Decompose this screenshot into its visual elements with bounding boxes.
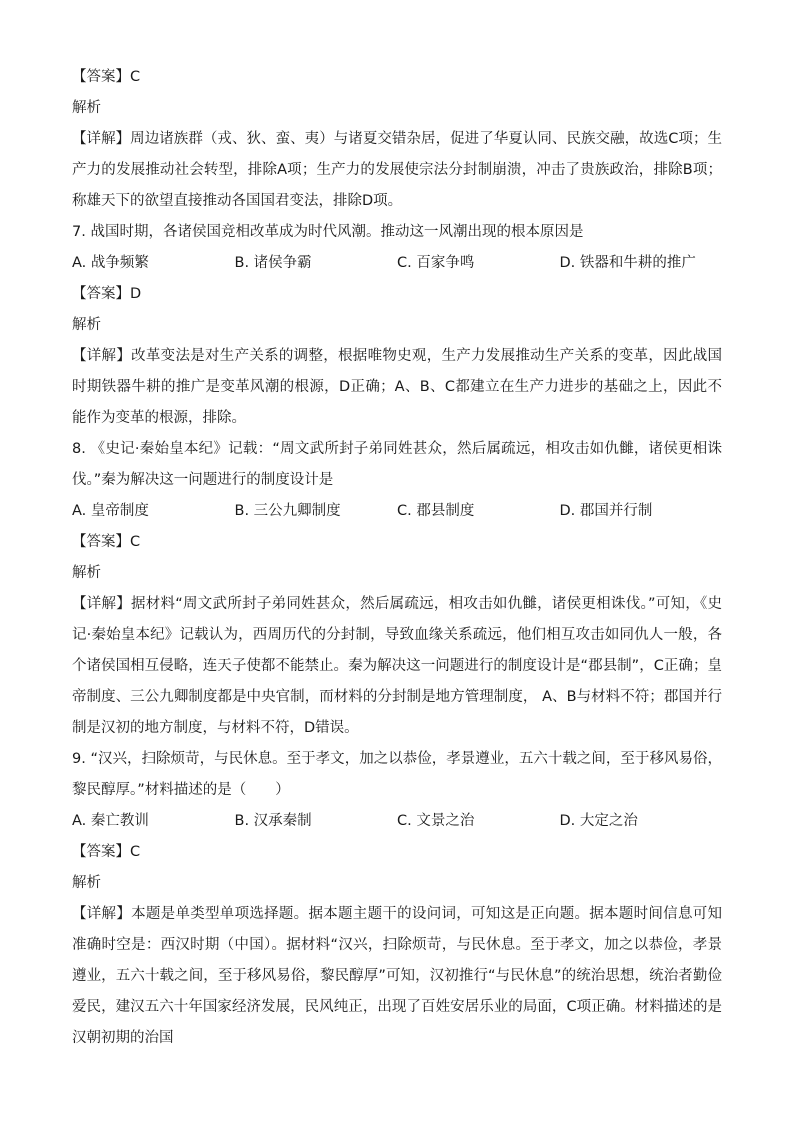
option-a: A. 皇帝制度 [72, 503, 149, 519]
option-a: A. 秦亡教训 [72, 813, 149, 829]
option-b: B. 汉承秦制 [234, 813, 312, 829]
answer-label: 【答案】C [72, 69, 141, 85]
explanation-paragraph: 【详解】本题是单类型单项选择题。据本题主题干的设问词，可知这是正向题。据本题时间信息可知准确时空是：西汉时期（中国）。据材料“汉兴，扫除烦苛，与民休息。至于孝文，加之以恭俭，孝景遵业，五六十载之间，至于移风易俗，黎民醇厚”可知，汉初推行“与民休息”的统治思想，统治者勤俭爱民，建汉五六十年国家经济发展，民风纯正，出现了百姓安居乐业的局面，C项正确。材料描述的是汉朝初期的治国 [72, 906, 722, 1046]
option-d: D. 郡国并行制 [559, 503, 653, 519]
option-c: C. 百家争鸣 [397, 255, 475, 271]
analysis-heading: 解析 [72, 317, 101, 333]
question-9-options [72, 806, 722, 837]
explanation-paragraph: 【详解】改革变法是对生产关系的调整，根据唯物史观，生产力发展推动生产关系的变革，因此战国时期铁器牛耕的推广是变革风潮的根源，D正确；A、B、C都建立在生产力进步的基础之上，因此不能作为变革的根源，排除。 [72, 348, 722, 426]
option-c: C. 郡县制度 [397, 503, 475, 519]
option-b: B. 诸侯争霸 [234, 255, 312, 271]
explanation-paragraph: 【详解】据材料“周文武所封子弟同姓甚众，然后属疏远，相攻击如仇雠，诸侯更相诛伐。”可知，《史记·秦始皇本纪》记载认为，西周历代的分封制，导致血缘关系疏远，他们相互攻击如同仇人一般，各个诸侯国相互侵略，连天子使都不能禁止。秦为解决这一问题进行的制度设计是“郡县制”，C正确；皇帝制度、三公九卿制度都是中央官制，而材料的分封制是地方管理制度， A、B与材料不符；郡国并行制是汉初的地方制度，与材料不符，D错误。 [72, 596, 722, 736]
question-9-stem: 9. “汉兴，扫除烦苛，与民休息。至于孝文，加之以恭俭，孝景遵业，五六十载之间，至于移风易俗，黎民醇厚。”材料描述的是（ ） [72, 751, 722, 798]
analysis-heading: 解析 [72, 565, 101, 581]
answer-label: 【答案】D [72, 286, 142, 302]
question-8-options [72, 496, 722, 527]
explanation-paragraph: 【详解】周边诸族群（戎、狄、蛮、夷）与诸夏交错杂居，促进了华夏认同、民族交融，故选C项；生产力的发展推动社会转型，排除A项；生产力的发展使宗法分封制崩溃，冲击了贵族政治，排除B项；称雄天下的欲望直接推动各国国君变法，排除D项。 [72, 131, 722, 209]
question-7-options [72, 248, 722, 279]
answer-label: 【答案】C [72, 844, 141, 860]
option-a: A. 战争频繁 [72, 255, 149, 271]
answer-label: 【答案】C [72, 534, 141, 550]
document-content [72, 62, 722, 1054]
analysis-heading: 解析 [72, 875, 101, 891]
option-d: D. 大定之治 [559, 813, 638, 829]
option-b: B. 三公九卿制度 [234, 503, 341, 519]
question-8-stem: 8. 《史记·秦始皇本纪》记载：“周文武所封子弟同姓甚众，然后属疏远，相攻击如仇雠，诸侯更相诛伐。”秦为解决这一问题进行的制度设计是 [72, 441, 722, 488]
question-7-stem: 7. 战国时期，各诸侯国竞相改革成为时代风潮。推动这一风潮出现的根本原因是 [72, 224, 584, 240]
option-c: C. 文景之治 [397, 813, 475, 829]
analysis-heading: 解析 [72, 100, 101, 116]
option-d: D. 铁器和牛耕的推广 [559, 255, 696, 271]
